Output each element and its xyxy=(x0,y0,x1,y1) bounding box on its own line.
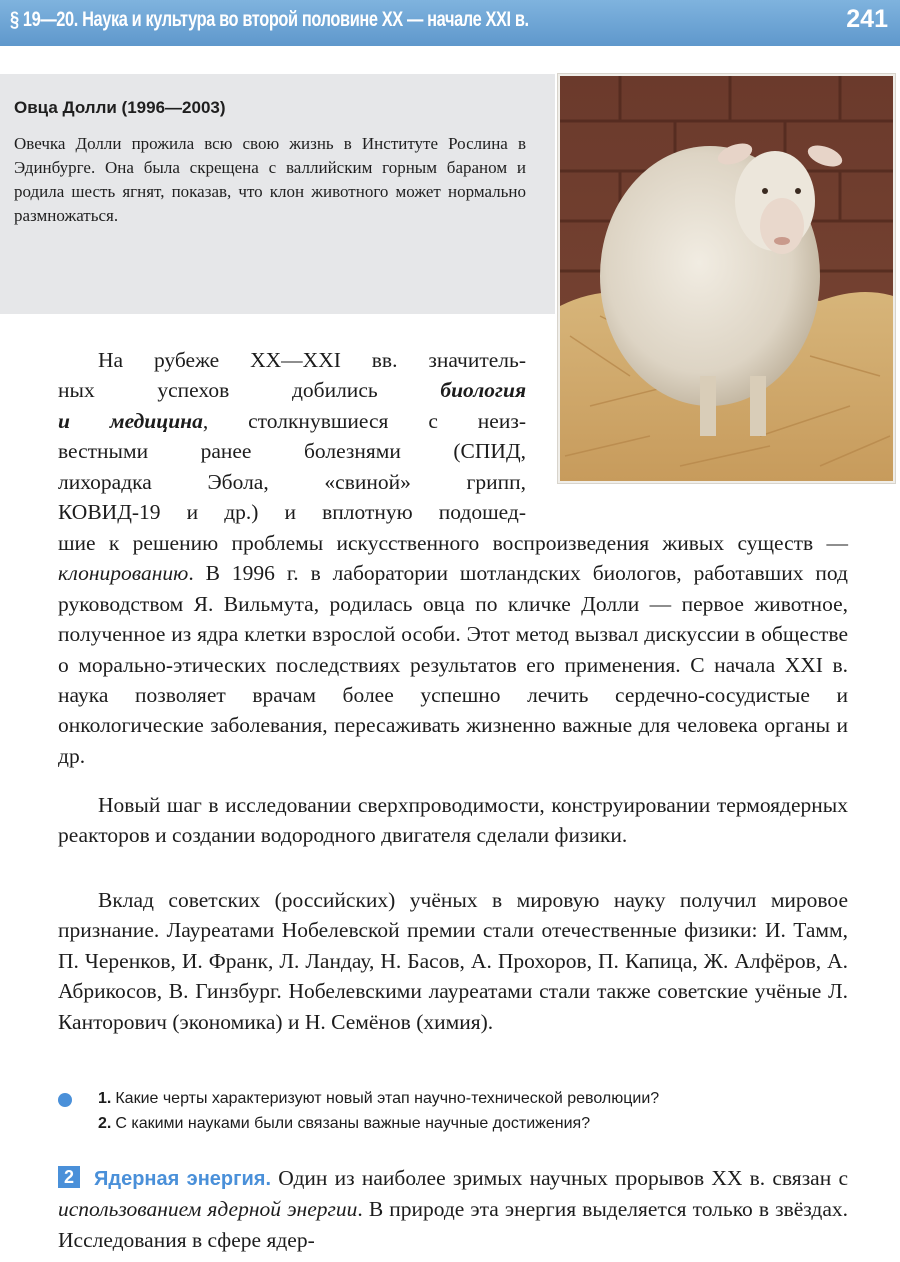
p1-line-2 xyxy=(58,375,526,405)
section-2-paragraph xyxy=(58,1163,848,1255)
page-header xyxy=(0,0,900,46)
sheep-photo-image xyxy=(560,76,893,481)
question-text: Какие черты характеризуют новый этап научно-технической революции? xyxy=(115,1090,660,1107)
paragraph-1-continued xyxy=(58,528,848,771)
question-number: 2. xyxy=(98,1115,112,1132)
question-number: 1. xyxy=(98,1090,112,1107)
term-biology: биология xyxy=(440,378,527,403)
section-2-text-a: Один из наиболее зримых научных прорывов XX в. связан с xyxy=(271,1166,848,1190)
p1-line-3 xyxy=(58,406,526,436)
p1-cont-b: . В 1996 г. в лаборатории шотландских биологов, работавших под руководством Я. Вильмута, родилась овца по кличке Долли — первое животное, полученное из ядра клетки взрослой особи. Этот метод вызвал дискуссии в обществе о морально-этических последствиях результатов его применения. С начала XXI в. наука позволяет врачам более успешно лечить сердечно-сосудистые и онкологические заболевания, пересаживать жизненно важные для человека органы и др. xyxy=(58,561,848,768)
caption-title: Овца Долли (1996—2003) xyxy=(14,98,226,117)
paragraph-2: Новый шаг в исследовании сверхпроводимости, конструировании термоядерных реакторов и создании водородного двигателя сделали физики. xyxy=(58,793,848,848)
caption-text: Овечка Долли прожила всю свою жизнь в Институте Рослина в Эдинбурге. Она была скрещена с валлийским горным бараном и родила шесть ягнят, показав, что клон животного может нормально размножаться. xyxy=(14,134,526,225)
p1-line-3-text: , столкнувшиеся с неиз- xyxy=(202,408,526,433)
question-text: С какими науками были связаны важные научные достижения? xyxy=(115,1115,591,1132)
p1-line-6: КОВИД-19 и др.) и вплотную подошед- xyxy=(58,500,526,525)
sheep-photo xyxy=(558,74,895,483)
question-item xyxy=(98,1086,659,1111)
term-medicine: и медицина xyxy=(58,408,203,433)
p1-line-5: лихорадка Эбола, «свиной» грипп, xyxy=(58,469,526,494)
p1-cont-a: шие к решению проблемы искусственного воспроизведения живых существ — xyxy=(58,531,848,555)
section-title: § 19—20. Наука и культура во второй половине XX — начале XXI в. xyxy=(10,8,529,31)
questions-bullet-icon xyxy=(58,1093,72,1107)
term-nuclear-energy: использованием ядерной энергии xyxy=(58,1197,358,1222)
photo-caption-box xyxy=(0,74,555,314)
p1-line-2-text: ных успехов добились xyxy=(58,378,378,403)
term-cloning: клонированию xyxy=(58,561,189,586)
paragraph-1-wrapped xyxy=(58,345,526,527)
p1-line-1: На рубеже XX—XXI вв. значитель- xyxy=(98,348,526,372)
section-2-text-b: . В природе эта энергия выделяется только в звёздах. Исследования в сфере ядер- xyxy=(58,1197,848,1252)
question-item xyxy=(98,1111,659,1136)
section-2-title: Ядерная энергия. xyxy=(94,1168,271,1190)
section-number-badge: 2 xyxy=(58,1166,80,1188)
review-questions xyxy=(98,1086,659,1136)
p1-line-4: вестными ранее болезнями (СПИД, xyxy=(58,439,526,464)
paragraph-3: Вклад советских (российских) учёных в мировую науку получил мировое признание. Лауреатами Нобелевской премии стали отечественные физики: И. Тамм, П. Черенков, И. Франк, Л. Ландау, Н. Басов, А. Прохоров, П. Капица, Ж. Алфёров, А. Абрикосов, В. Гинзбург. Нобелевскими лауреатами стали также советские учёные Л. Канторович (экономика) и Н. Семёнов (химия). xyxy=(58,888,848,1034)
page-number: 241 xyxy=(846,5,888,33)
